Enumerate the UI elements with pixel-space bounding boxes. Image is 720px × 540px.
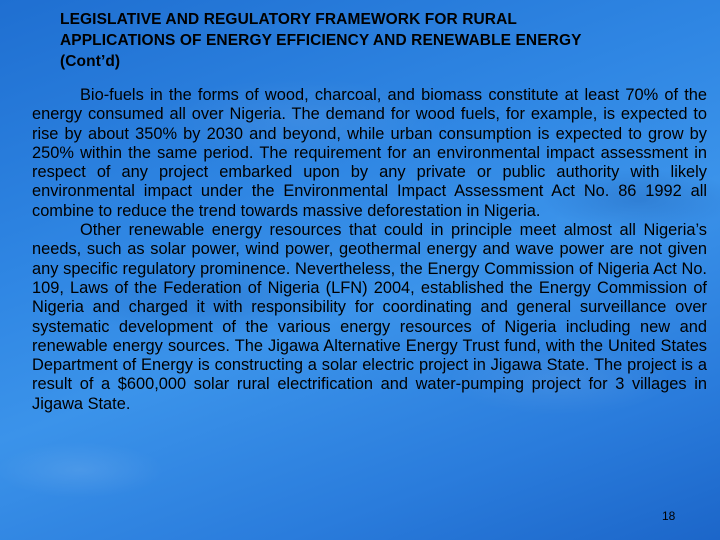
title-line-1: LEGISLATIVE AND REGULATORY FRAMEWORK FOR RURAL — [60, 11, 517, 28]
slide-title — [60, 9, 680, 72]
title-line-3: (Cont’d) — [60, 53, 121, 70]
page-number: 18 — [662, 509, 676, 523]
paragraph-renewables: Other renewable energy resources that could in principle meet almost all Nigeria’s needs, such as solar power, wind power, geothermal energy and wave power are not given any specific regulatory prominence. Nevertheless, the Energy Commission of Nigeria Act No. 109, Laws of the Federation of Nigeria (LFN) 2004, established the Energy Commission of Nigeria and charged it with responsibility for coordinating and general surveillance over systematic development of the various energy resources of Nigeria including new and renewable energy sources. The Jigawa Alternative Energy Trust fund, with the United States Department of Energy is constructing a solar electric project in Jigawa State. The project is a result of a $600,000 solar rural electrification and water-pumping project for 3 villages in Jigawa State. — [32, 221, 707, 413]
slide-body — [32, 86, 707, 414]
paragraph-biofuels: Bio-fuels in the forms of wood, charcoal, and biomass constitute at least 70% of the energy consumed all over Nigeria. The demand for wood fuels, for example, is expected to rise by about 350% by 2030 and beyond, while urban consumption is expected to grow by 250% within the same period. The requirement for an environmental impact assessment in respect of any project embarked upon by any private or public authority with likely environmental impact under the Environmental Impact Assessment Act No. 86 1992 all combine to reduce the trend towards massive deforestation in Nigeria. — [32, 86, 707, 220]
title-line-2: APPLICATIONS OF ENERGY EFFICIENCY AND RENEWABLE ENERGY — [60, 32, 582, 49]
